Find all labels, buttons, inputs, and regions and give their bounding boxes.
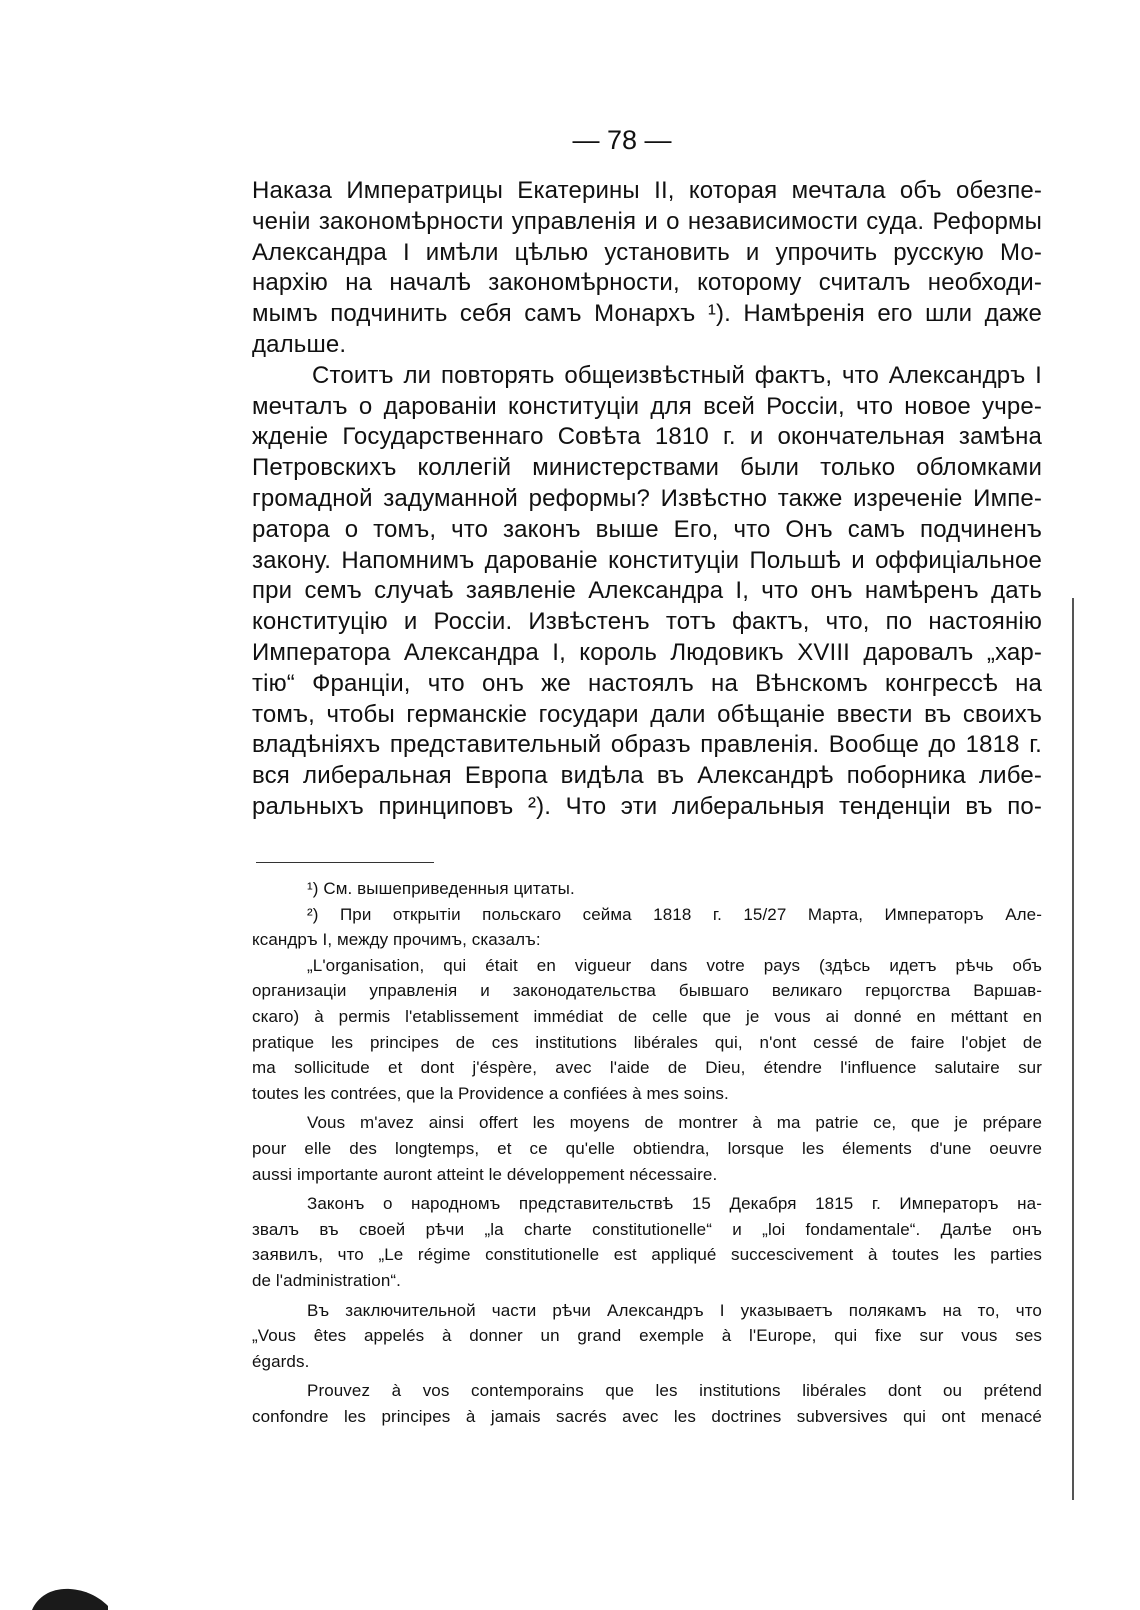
text-line: Стоитъ ли повторять общеизвѣстный фактъ, что Александръ I xyxy=(312,361,1042,389)
text-line: Наказа Императрицы Екатерины II, которая мечтала объ обезпе- xyxy=(252,177,1042,204)
text-line: ральныхъ принциповъ ²). Что эти либеральныя тенденціи въ по- xyxy=(252,792,1042,820)
footnote xyxy=(252,902,1042,953)
text-line: дальше. xyxy=(252,330,347,358)
text-line: ченіи закономѣрности управленія и о независимости суда. Реформы xyxy=(252,207,1042,235)
text-line: pour elle des longtemps, et ce qu'elle obtiendra, lorsque les élements d'une oeuvre xyxy=(252,1138,1042,1158)
text-line: мечталъ о дарованіи конституціи для всей Россіи, что новое учре- xyxy=(252,392,1042,420)
text-line: владѣніяхъ представительный образъ правленія. Вообще до 1818 г. xyxy=(252,731,1042,759)
paragraph xyxy=(252,176,1042,361)
footnote xyxy=(252,876,1042,902)
text-line: ²) При открытіи польскаго сейма 1818 г. 15/27 Марта, Императоръ Але- xyxy=(307,904,1042,924)
text-line: ma sollicitude et dont j'éspère, avec l'aide de Dieu, étendre l'influence salutaire sur xyxy=(252,1058,1042,1078)
text-line: заявилъ, что „Le régime constitutionelle est appliqué succescivement à toutes les parties xyxy=(252,1245,1042,1265)
scan-margin-line xyxy=(1072,598,1074,1500)
text-line: confondre les principes à jamais sacrés avec les doctrines subversives qui ont menacé xyxy=(252,1406,1042,1426)
text-line: ¹) См. вышеприведенныя цитаты. xyxy=(307,879,575,898)
text-line: ксандръ I, между прочимъ, сказалъ: xyxy=(252,930,541,950)
text-line: при семъ случаѣ заявленіе Александра I, что онъ намѣренъ дать xyxy=(252,577,1042,605)
text-line: Петровскихъ коллегій министерствами были только обломками xyxy=(252,454,1042,482)
text-line: конституцію и Россіи. Извѣстенъ тотъ фактъ, что, по настоянію xyxy=(252,608,1042,636)
text-line: toutes les contrées, que la Providence a confiées à mes soins. xyxy=(252,1083,729,1103)
text-line: Prouvez à vos contemporains que les institutions libérales dont ou prétend xyxy=(307,1381,1042,1401)
footnote-divider xyxy=(256,862,434,863)
text-line: закону. Напомнимъ дарованіе конституціи Польшѣ и оффиціальное xyxy=(252,546,1042,574)
text-line: „Vous êtes appelés à donner un grand exemple à l'Europe, qui fixe sur vous ses xyxy=(252,1326,1042,1346)
footnote-quote xyxy=(252,1110,1042,1187)
text-line: Законъ о народномъ представительствѣ 15 Декабря 1815 г. Императоръ на- xyxy=(307,1194,1042,1214)
text-line: жденіе Государственнаго Совѣта 1810 г. и окончательная замѣна xyxy=(252,423,1042,451)
text-line: звалъ въ своей рѣчи „la charte constitutionelle“ и „loi fondamentale“. Далѣе онъ xyxy=(252,1219,1042,1239)
text-line: вся либеральная Европа видѣла въ Александрѣ поборника либе- xyxy=(252,762,1042,790)
footnote-quote xyxy=(252,953,1042,1107)
paragraph xyxy=(252,361,1042,823)
text-line: Александра I имѣли цѣлью установить и упрочить русскую Мо- xyxy=(252,238,1042,266)
text-line: égards. xyxy=(252,1351,310,1371)
footnote-quote xyxy=(252,1298,1042,1375)
text-line: ратора о томъ, что законъ выше Его, что Онъ самъ подчиненъ xyxy=(252,515,1042,543)
text-line: томъ, чтобы германскіе государи дали обѣщаніе ввести въ своихъ xyxy=(252,700,1042,728)
text-line: нархію на началѣ закономѣрности, которому считалъ необходи- xyxy=(252,269,1042,297)
text-line: тію“ Франціи, что онъ же настоялъ на Вѣнскомъ конгрессѣ на xyxy=(252,669,1042,697)
footnote-quote xyxy=(252,1191,1042,1293)
footnotes xyxy=(252,876,1042,1429)
text-line: Въ заключительной части рѣчи Александръ I указываетъ полякамъ на то, что xyxy=(307,1300,1042,1320)
main-text xyxy=(252,176,1042,823)
text-line: скаго) à permis l'etablissement immédiat de celle que je vous ai donné en méttant en xyxy=(252,1006,1042,1026)
text-line: Императора Александра I, король Людовикъ XVIII даровалъ „хар- xyxy=(252,638,1042,666)
text-line: организаціи управленія и законодательства бывшаго великаго герцогства Варшав- xyxy=(252,981,1042,1001)
text-line: мымъ подчинить себя самъ Монархъ ¹). Намѣренія его шли даже xyxy=(252,300,1042,328)
text-line: громадной задуманной реформы? Извѣстно также изреченіе Импе- xyxy=(252,484,1042,512)
page-number: — 78 — xyxy=(572,125,672,155)
footnote-quote xyxy=(252,1378,1042,1429)
text-line: „L'organisation, qui était en vigueur dans votre pays (здѣсь идетъ рѣчь объ xyxy=(307,955,1042,975)
scan-corner-blot xyxy=(30,1582,110,1610)
text-line: Vous m'avez ainsi offert les moyens de montrer à ma patrie ce, que je prépare xyxy=(307,1113,1042,1133)
text-line: aussi importante auront atteint le développement nécessaire. xyxy=(252,1164,718,1184)
text-line: de l'administration“. xyxy=(252,1270,401,1290)
text-line: pratique les principes de ces institutions libérales qui, n'ont cessé de faire l'objet de xyxy=(252,1032,1042,1052)
